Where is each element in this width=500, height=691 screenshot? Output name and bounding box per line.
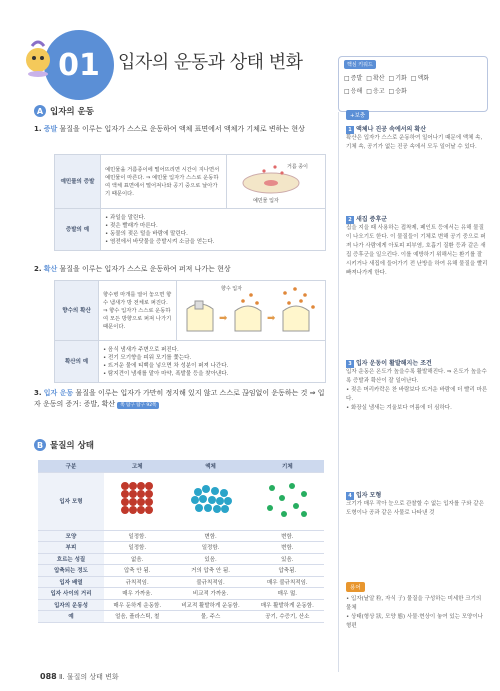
evaporation-table [54, 154, 326, 251]
note-number: 2 [346, 216, 354, 224]
bullet-text: 화장실 냄새는 겨울보다 여름에 더 심하다. [351, 405, 452, 411]
table-cell: 매우 가까움. [104, 588, 170, 600]
table-cell: 압축됨. [251, 565, 324, 577]
gas-model-illustration [264, 480, 310, 520]
list-text: 탐지견이 냄새를 맡아 마약, 폭발물 등을 찾아낸다. [108, 370, 229, 377]
diffusion-illustration [181, 283, 321, 335]
item-text: 물질을 이루는 입자가 스스로 운동하여 액체 표면에서 액체가 기체로 변하는 현상 [59, 125, 305, 133]
table-cell: 있음. [170, 553, 250, 565]
item-diffusion [34, 264, 329, 275]
diffusion-figure [177, 281, 326, 341]
keyword-row-2 [344, 86, 482, 95]
list-text: 젖은 빨래가 마른다. [110, 222, 158, 229]
list-text: 동물의 젖은 털을 바람에 말린다. [110, 230, 188, 237]
term-text: 입자(낱알 粒, 자식 子) 물질을 구성하는 미세한 크기의 물체 [346, 596, 482, 611]
column-header: 고체 [104, 460, 170, 472]
table-cell: 있음. [251, 553, 324, 565]
item-text: 물질을 이루는 입자가 스스로 운동하여 퍼져 나가는 현상 [59, 265, 231, 273]
row-header: 모양 [38, 530, 104, 542]
table-row [38, 588, 324, 600]
table-cell: 물, 주스 [170, 611, 250, 623]
table-list [101, 209, 326, 251]
diffusion-table [54, 280, 326, 383]
table-cell: 불규칙적임. [170, 576, 250, 588]
table-label: 예민물의 증발 [55, 155, 101, 209]
gas-model [251, 472, 324, 530]
svg-text:➡: ➡ [267, 313, 276, 324]
keyword-item: □ 응해 [344, 86, 362, 95]
note-title [346, 358, 488, 368]
footer-text: Ⅱ. 물질의 상태 변화 [58, 673, 119, 681]
keyword-item: □ 확산 [366, 73, 384, 82]
row-header: 압축되는 정도 [38, 565, 104, 577]
table-label: 증발의 예 [55, 209, 101, 251]
table-cell: 압축 안 됨. [104, 565, 170, 577]
table-list [99, 341, 326, 383]
item-heading: 확산 [43, 265, 58, 273]
note-bullet: • 화장실 냄새는 겨울보다 여름에 더 심하다. [346, 405, 452, 411]
table-cell: 일정함. [104, 530, 170, 542]
page-number: 088 [40, 672, 57, 681]
table-row [38, 530, 324, 542]
note-number: 1 [346, 126, 354, 134]
row-header: 예 [38, 611, 104, 623]
keyword-item: □ 액화 [411, 73, 429, 82]
item-heading: 증발 [43, 125, 58, 133]
list-item: • 탐지견이 냄새를 맡아 마약, 폭발물 등을 찾아낸다. [103, 370, 229, 377]
evaporation-figure [227, 155, 326, 209]
table-row [38, 611, 324, 623]
section-b-title: 물질의 상태 [50, 441, 95, 451]
table-cell: 거의 압축 안 됨. [170, 565, 250, 577]
solid-model [104, 472, 170, 530]
column-header: 액체 [170, 460, 250, 472]
note-title-text: 입자 운동이 활발해지는 조건 [356, 360, 432, 367]
keyword-item: □ 기화 [389, 73, 407, 82]
column-header: 구분 [38, 460, 104, 472]
row-header: 입자 배열 [38, 576, 104, 588]
list-item: • 전기 모기향을 피워 모기를 쫓는다. [103, 354, 192, 361]
table-row [38, 565, 324, 577]
list-text: 전기 모기향을 피워 모기를 쫓는다. [108, 354, 192, 361]
section-a-heading [34, 105, 94, 117]
keyword-item: □ 승화 [389, 86, 407, 95]
liquid-model [170, 472, 250, 530]
terms-box [346, 582, 488, 631]
note-text: 입자 운동은 온도가 높을수록 활발해진다. ⇒ 온도가 높을수록 증발과 확산이 잘 일어난다. [346, 369, 487, 384]
chapter-title: 입자의 운동과 상태 변화 [118, 52, 303, 73]
keyword-item: □ 증발 [344, 73, 362, 82]
item-evaporation [34, 124, 329, 135]
liquid-model-illustration [188, 480, 234, 520]
note-1 [346, 124, 488, 152]
item-number: 2. [34, 265, 42, 273]
table-row [38, 576, 324, 588]
list-item: • 음식 냄새가 주변으로 퍼진다. [103, 346, 179, 353]
keyword-item: □ 응고 [366, 86, 384, 95]
item-heading: 입자 운동 [43, 389, 74, 397]
side-divider [338, 112, 339, 672]
page-footer [40, 672, 119, 682]
table-cell: 변함. [251, 542, 324, 554]
table-label: 확산의 예 [55, 341, 99, 383]
note-3 [346, 358, 488, 413]
list-item: • 젖은 빨래가 마른다. [105, 222, 158, 229]
note-title-text: 입자 모형 [356, 492, 382, 499]
section-b-badge: B [34, 439, 46, 451]
list-text: 염전에서 바닷물을 증발시켜 소금을 얻는다. [110, 238, 215, 245]
table-label: 향수의 확산 [55, 281, 99, 341]
solid-model-illustration [117, 478, 157, 522]
keyword-box [338, 56, 488, 112]
note-text: 확산은 입자가 스스로 운동하여 일어나기 때문에 액체 속, 기체 속, 공기가 없는 진공 속에서 모두 일어날 수 있다. [346, 135, 483, 150]
section-b-heading [34, 439, 94, 451]
table-cell: 매우 둔하게 운동함. [104, 599, 170, 611]
row-header: 입자의 운동성 [38, 599, 104, 611]
list-item: • 과일을 말린다. [105, 214, 146, 221]
table-cell: 일정함. [170, 542, 250, 554]
table-cell: 예민물을 거름종이에 떨어뜨리면 시간이 지나면서 예민물이 마른다. ⇒ 예민물 입자가 스스로 운동하여 액체 표면에서 떨어져나와 공기 중으로 날아가기 때문이다. [101, 155, 227, 209]
table-row [38, 542, 324, 554]
table-cell: 공기, 수증기, 산소 [251, 611, 324, 623]
list-text: 음식 냄새가 주변으로 퍼진다. [108, 346, 179, 353]
note-text: 집을 지을 때 사용하는 접착제, 페인트 등에서는 유해 물질이 나오기도 한다. 이 물질들이 기체로 변해 공기 중으로 퍼져 나가 사람에게 아토피 피부염, 호흡기 질환 등과 같은 새집 증후군을 일으킨다. 이를 예방하기 위해서는 환기를 잘 시키거나 새집에 들어가기 전 난방을 하여 유해 물질을 빨리 빠져나가게 한다. [346, 225, 488, 276]
item-text: 물질을 이루는 입자가 가만히 정지해 있지 않고 스스로 끊임없이 운동하는 것 ⇒ 입자 운동의 증거: 증발, 확산 [34, 389, 325, 408]
row-header: 부피 [38, 542, 104, 554]
terms-label: 용어 [346, 582, 365, 592]
table-cell: 매우 활발하게 운동함. [251, 599, 324, 611]
chapter-number: 01 [58, 47, 100, 83]
note-bullet: • 젖은 머리카락은 찬 바람보다 뜨거운 바람에 더 빨리 마른다. [346, 387, 488, 402]
term-text: 상태(형상 狀, 모양 態) 사물·현상이 놓여 있는 모양이나 형편 [346, 614, 483, 629]
mascot-icon [18, 38, 58, 78]
list-item: • 뜨거운 물에 티백을 넣으면 차 성분이 퍼져 나간다. [103, 362, 229, 369]
note-2 [346, 214, 488, 278]
note-number: 4 [346, 492, 354, 500]
note-title-text: 새집 증후군 [356, 216, 388, 223]
table-cell: 변함. [170, 530, 250, 542]
table-cell: 규칙적임. [104, 576, 170, 588]
row-header: 흐르는 성질 [38, 553, 104, 565]
item-number: 3. [34, 389, 42, 397]
table-cell: 향수병 마개를 열어 놓으면 향수 냄새가 방 전체로 퍼진다. ⇒ 향수 입자가 스스로 운동하여 모든 방향으로 퍼져 나가기 때문이다. [99, 281, 177, 341]
keyword-row-1 [344, 73, 482, 82]
table-cell: 매우 불규칙적임. [251, 576, 324, 588]
state-table [38, 460, 324, 623]
table-row [38, 553, 324, 565]
table-cell: 매우 멂. [251, 588, 324, 600]
note-title [346, 214, 488, 224]
term-item: • 상태(형상 狀, 모양 態) 사물·현상이 놓여 있는 모양이나 형편 [346, 614, 483, 629]
list-text: 뜨거운 물에 티백을 넣으면 차 성분이 퍼져 나간다. [108, 362, 229, 369]
note-title-text: 액체나 진공 속에서의 확산 [356, 126, 427, 133]
keyword-tag: 핵심 키워드 [344, 60, 376, 69]
table-cell: 변함. [251, 530, 324, 542]
bullet-text: 젖은 머리카락은 찬 바람보다 뜨거운 바람에 더 빨리 마른다. [346, 387, 488, 402]
figure-label-particle: 예민물 입자 [253, 198, 279, 204]
list-item: • 동물의 젖은 털을 바람에 말린다. [105, 230, 188, 237]
column-header: 기체 [251, 460, 324, 472]
note-number: 3 [346, 360, 354, 368]
note-title [346, 124, 488, 134]
note-title [346, 490, 488, 500]
list-text: 과일을 말린다. [110, 214, 146, 221]
figure-label-paper: 거름 종이 [287, 164, 308, 170]
table-cell: 비교적 가까움. [170, 588, 250, 600]
table-cell: 없음. [104, 553, 170, 565]
item-number: 1. [34, 125, 42, 133]
supplement-label: +보충 [346, 110, 369, 120]
section-a-badge: A [34, 105, 46, 117]
figure-label-perfume: 향수 입자 [221, 286, 242, 292]
side-notes [346, 110, 486, 120]
row-header: 입자 사이의 거리 [38, 588, 104, 600]
table-cell: 비교적 활발하게 운동함. [170, 599, 250, 611]
table-row [38, 599, 324, 611]
table-cell: 일정함. [104, 542, 170, 554]
section-a-title: 입자의 운동 [50, 107, 95, 117]
list-item: • 염전에서 바닷물을 증발시켜 소금을 얻는다. [105, 238, 215, 245]
term-item: • 입자(낱알 粒, 자식 子) 물질을 구성하는 미세한 크기의 물체 [346, 596, 482, 611]
note-4 [346, 490, 488, 518]
row-header: 입자 모형 [38, 472, 104, 530]
table-cell: 얼음, 플라스틱, 철 [104, 611, 170, 623]
note-text: 크기가 매우 작아 눈으로 관찰할 수 없는 입자를 구와 같은 도형이나 공과 같은 사물로 나타낸 것 [346, 501, 484, 516]
inquiry-chip[interactable]: 쪽 탐구 탐구 92쪽 [117, 402, 159, 409]
svg-text:➡: ➡ [219, 313, 228, 324]
item-particle-motion [34, 388, 329, 410]
